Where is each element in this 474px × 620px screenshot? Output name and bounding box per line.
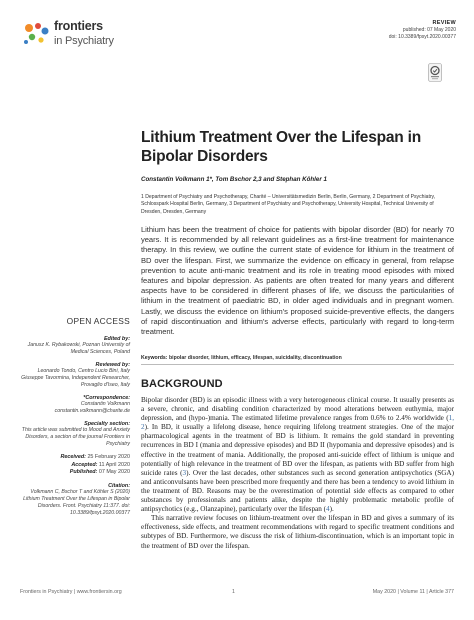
keywords-label: Keywords: <box>141 355 168 361</box>
keywords-list: bipolar disorder, lithium, efficacy, lifespan, suicidality, discontinuation <box>168 355 342 361</box>
accepted-date: Accepted: 11 April 2020 <box>71 461 130 468</box>
citation-label: Citation: <box>108 482 130 489</box>
published-date-sidebar: Published: 07 May 2020 <box>69 469 130 475</box>
affiliations <box>141 194 451 217</box>
published-date: published: 07 May 2020 <box>402 27 456 33</box>
doi-link[interactable]: doi: 10.3389/fpsyt.2020.00377 <box>388 34 456 40</box>
paragraph: This narrative review focuses on lithium-treatment over the lifespan in BD and gives a summary of its effectiveness, side effects, and treatment recommendations with regard to specific treatment conditions and subtypes of BD. Furthermore, we discuss the risk of lithium-discontinuation, which is an important topic in the treatment of BD over the lifespan. <box>141 514 454 550</box>
footer-journal-link[interactable]: Frontiers in Psychiatry | www.frontiersin.org <box>20 589 122 595</box>
journal-subtitle: in Psychiatry <box>54 35 114 47</box>
check-for-updates-icon[interactable] <box>428 63 442 82</box>
citation: Volkmann C, Bschor T and Köhler S (2020) Lithium Treatment Over the Lifespan in Bipolar Disorders. Front. Psychiatry 11:377. doi: 10.3389/fpsyt.2020.00377 <box>23 488 130 516</box>
article-type: REVIEW <box>432 20 456 26</box>
journal-name: frontiers <box>54 19 103 33</box>
paragraph: Bipolar disorder (BD) is an episodic illness with a very heterogeneous clinical course. It usually presents as a severe, chronic, and disabling condition characterized by mood alterations between euthymia, major depression, and (hypo-)mania. The estimated lifetime prevalence ranges from 0.6% to 2.4% worldwide (1, 2). In BD, it usually a lifelong disease, hence requiring lifelong treatment strategies. One of the major pharmacological agents in the treatment of BD is lithium. It remains the gold standard in preventing recurrences in BD I (mania and depressive episodes) and BD II (hypomania and depressive episodes) and is effective in the treatment of mania. Additionally, the proposed anti-suicide effect of lithium is unique and potentially of high relevance in the treatment of BD over the lifespan, as patients with BD suffer from high suicide rates (3). Over the last decades, other substances such as second generation antipsychotics (SGA) and anticonvulsants have been prescribed more frequently and there has been a tendency to avoid lithium in the treatment of BD. Reasons may be the overestimation of potential side effects as compared to other substances by professionals and patients alike, despite the highly problematic metabolic profile of antipsychotics (e.g., Olanzapine), particularly over the lifespan (4). <box>141 396 454 514</box>
specialty-label: Specialty section: <box>84 421 130 427</box>
citation-link[interactable]: 3 <box>182 468 187 477</box>
affiliation-text: 1 Department of Psychiatry and Psychotherapy, Charité – Universitätsmedizin Berlin, Berlin, Germany, 2 Department of Psychiatry, Schlosspark Hospital Berlin, Germany, 3 Department of Psychiatry and Psychotherapy, University Hospital, Technical University of Dresden, Dresden, Germany <box>141 194 436 215</box>
author-list: Constantin Volkmann 1*, Tom Bschor 2,3 and Stephan Köhler 1 <box>141 176 327 183</box>
journal-logo[interactable] <box>21 18 141 54</box>
page-number: 1 <box>232 589 235 595</box>
specialty-section: This article was submitted to Mood and Anxiety Disorders, a section of the journal Frontiers in Psychiatry <box>21 427 130 447</box>
reviewed-by: Leonardo Tondo, Centro Lucio Bini, Italy Giuseppe Tavormina, Independent Researcher, Provaglio d'Iseo, Italy <box>21 368 130 388</box>
citation-link[interactable]: 4 <box>326 505 330 514</box>
citation-link[interactable]: 1, 2 <box>141 414 454 432</box>
received-date: Received: 25 February 2020 <box>60 454 130 460</box>
divider <box>141 364 454 365</box>
section-heading: BACKGROUND <box>141 378 223 390</box>
article-meta-header <box>389 20 456 40</box>
reviewed-by-label: Reviewed by: <box>95 362 130 368</box>
footer-volume-info: May 2020 | Volume 11 | Article 377 <box>372 589 454 595</box>
open-access-label: OPEN ACCESS <box>66 316 130 326</box>
edited-by-label: Edited by: <box>103 336 130 342</box>
article-title: Lithium Treatment Over the Lifespan in Bipolar Disorders <box>141 129 422 165</box>
keywords <box>141 355 454 361</box>
article-sidebar <box>20 316 130 517</box>
frontiers-logo-icon <box>21 20 51 48</box>
abstract: Lithium has been the treatment of choice for patients with bipolar disorder (BD) for nearly 70 years. It is recommended by all relevant guidelines as a first-line treatment for maintenance therapy. In this review, we outline the current state of evidence for lithium in the treatment of BD over the lifespan. First, we summarize the evidence on efficacy in general, from relapse prevention to acute anti-manic treatment and its role in treating mood episodes with mixed features and bipolar depression. As patients are often treated for many years and different aspects have to be considered in different phases of life, we discuss the particularities of lithium in the treatment of paediatric BD, in older aged individuals and in pregnant women. Lastly, we discuss the evidence on lithium's proposed suicide-preventive effects, the dangers of rapid discontinuation and lithium's adverse effects, particularly with regard to long-term treatment. <box>141 225 454 337</box>
correspondence-label: *Correspondence: <box>83 395 130 401</box>
body-text <box>141 396 454 551</box>
edited-by: Janusz K. Rybakowski, Poznan University of Medical Sciences, Poland <box>27 342 130 355</box>
correspondence[interactable]: Constantin Volkmann constantin.volkmann@charite.de <box>54 401 130 414</box>
